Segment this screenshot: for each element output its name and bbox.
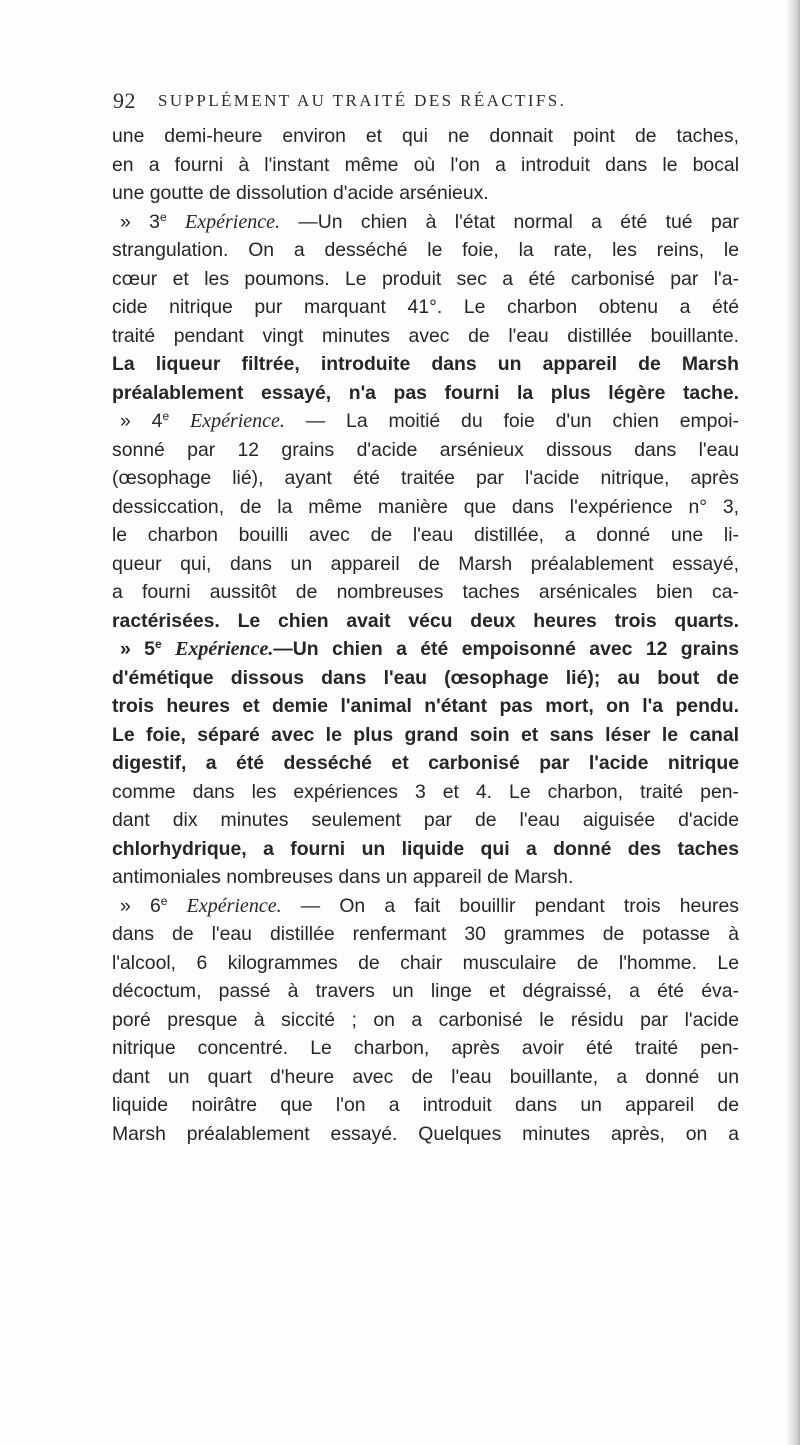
text-line (112, 664, 739, 693)
text-run: cide nitrique pur marquant 41°. Le charbon obtenu a été (112, 296, 739, 318)
text-run: liquide noirâtre que l'on a introduit dans un appareil de (112, 1094, 739, 1116)
text-run: a fourni aussitôt de nombreuses taches arsénicales bien ca- (112, 581, 739, 603)
text-run: en a fourni à l'instant même où l'on a introduit dans le bocal (112, 153, 739, 176)
text-line (112, 293, 739, 322)
page-header (113, 88, 673, 116)
text-line (112, 1091, 739, 1120)
text-run: La liqueur filtrée, introduite dans un appareil de Marsh (112, 353, 739, 375)
text-line (112, 322, 739, 351)
text-run: dant dix minutes seulement par de l'eau aiguisée d'acide (112, 809, 739, 831)
text-line (112, 379, 739, 408)
text-run (169, 410, 190, 432)
experience-heading: Expérience. (185, 210, 280, 233)
text-line (112, 350, 739, 379)
text-run (167, 895, 186, 917)
text-line (112, 635, 739, 664)
experience-heading: Expérience. (175, 638, 274, 660)
text-run: le charbon bouilli avec de l'eau distillée, a donné une li- (112, 524, 739, 546)
text-line (112, 920, 739, 949)
text-run: queur qui, dans un appareil de Marsh préalablement essayé, (112, 552, 739, 575)
experience-heading: Expérience. (189, 410, 285, 432)
text-line (112, 236, 739, 265)
text-line (112, 1034, 739, 1063)
text-run: antimoniales nombreuses dans un appareil de Marsh. (112, 866, 574, 888)
text-run: décoctum, passé à travers un linge et dégraissé, a été éva- (112, 980, 739, 1002)
text-run: » 4 (120, 410, 163, 432)
text-run: — On a fait bouillir pendant trois heures (281, 894, 739, 917)
text-run: cœur et les poumons. Le produit sec a été carbonisé par l'a- (112, 267, 739, 290)
text-line (112, 863, 739, 892)
text-run: sonné par 12 grains d'acide arsénieux dissous dans l'eau (112, 438, 739, 461)
text-line (112, 806, 739, 835)
text-line (112, 692, 739, 721)
text-line (112, 949, 739, 978)
text-run: strangulation. On a desséché le foie, la rate, les reins, le (112, 239, 739, 261)
text-run: — La moitié du foie d'un chien empoi- (284, 410, 739, 432)
text-run: digestif, a été desséché et carbonisé par l'acide nitrique (112, 752, 739, 774)
text-run: ractérisées. Le chien avait vécu deux heures trois quarts. (112, 609, 739, 632)
text-run: Marsh préalablement essayé. Quelques minutes après, on a (112, 1122, 739, 1145)
ordinal-suffix: e (154, 637, 162, 651)
text-run: —Un chien à l'état normal a été tué par (279, 210, 739, 233)
text-line (112, 977, 739, 1006)
text-line (112, 892, 739, 921)
text-run: » 5 (120, 638, 155, 660)
text-line (112, 721, 739, 750)
text-run: dans de l'eau distillée renfermant 30 grammes de potasse à (112, 923, 739, 945)
text-line (112, 550, 739, 579)
text-run: —Un chien a été empoisonné avec 12 grains (273, 638, 739, 660)
text-run: l'alcool, 6 kilogrammes de chair musculaire de l'homme. Le (112, 951, 739, 974)
text-line (112, 436, 739, 465)
text-line (112, 1120, 739, 1149)
text-line (112, 179, 739, 208)
page-edge-shadow (786, 0, 800, 1445)
ordinal-suffix: e (159, 209, 167, 224)
text-line (112, 1006, 739, 1035)
text-run: une goutte de dissolution d'acide arsénieux. (112, 182, 489, 204)
ordinal-suffix: e (162, 409, 170, 423)
text-run: chlorhydrique, a fourni un liquide qui a donné des taches (112, 837, 739, 860)
text-run: dant un quart d'heure avec de l'eau bouillante, a donné un (112, 1065, 739, 1088)
text-run (167, 211, 185, 233)
text-line (112, 151, 739, 180)
experience-heading: Expérience. (186, 894, 282, 917)
text-line (112, 778, 739, 807)
text-run: comme dans les expériences 3 et 4. Le charbon, traité pen- (112, 780, 739, 803)
text-run: préalablement essayé, n'a pas fourni la plus légère tache. (112, 381, 739, 404)
text-line (112, 265, 739, 294)
text-line (112, 407, 739, 436)
text-run: nitrique concentré. Le charbon, après avoir été traité pen- (112, 1037, 739, 1059)
text-run: une demi-heure environ et qui ne donnait point de taches, (112, 125, 739, 147)
ordinal-suffix: e (160, 893, 168, 908)
text-line (112, 749, 739, 778)
text-run: dessiccation, de la même manière que dans l'expérience n° 3, (112, 495, 739, 518)
text-run: poré presque à siccité ; on a carbonisé le résidu par l'acide (112, 1008, 739, 1031)
text-line (112, 208, 739, 237)
text-line (112, 464, 739, 493)
text-run: (œsophage lié), ayant été traitée par l'acide nitrique, après (112, 467, 739, 489)
body-text (112, 122, 739, 1148)
text-line (112, 578, 739, 607)
text-line (112, 122, 739, 151)
text-line (112, 1063, 739, 1092)
text-run: Le foie, séparé avec le plus grand soin et sans léser le canal (112, 723, 739, 746)
text-line (112, 607, 739, 636)
text-run: traité pendant vingt minutes avec de l'eau distillée bouillante. (112, 324, 739, 347)
page-number: 92 (113, 88, 136, 113)
text-line (112, 835, 739, 864)
running-title: SUPPLÉMENT AU TRAITÉ DES RÉACTIFS. (158, 91, 567, 110)
text-run: » 3 (120, 210, 160, 233)
text-run: trois heures et demie l'animal n'étant pas mort, on l'a pendu. (112, 695, 739, 717)
text-line (112, 521, 739, 550)
text-run: d'émétique dissous dans l'eau (œsophage lié); au bout de (112, 666, 739, 689)
text-line (112, 493, 739, 522)
text-run (162, 638, 175, 660)
text-run: » 6 (120, 894, 161, 917)
